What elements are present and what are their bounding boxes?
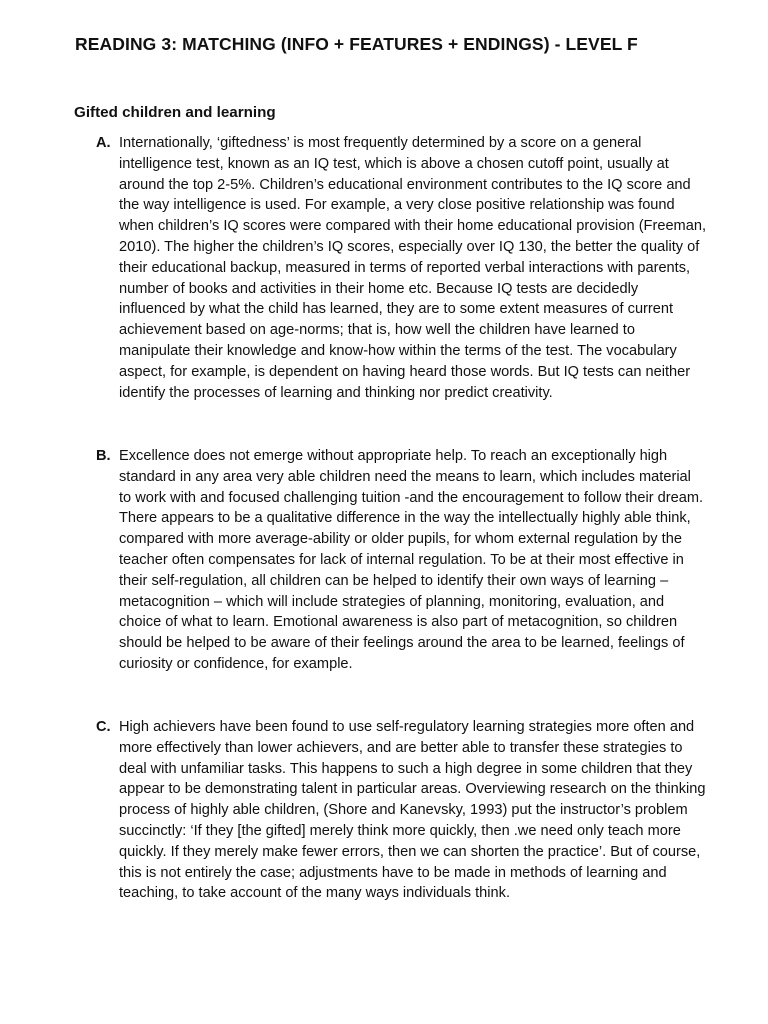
paragraph-c — [96, 717, 706, 904]
section-title: Gifted children and learning — [74, 104, 276, 121]
paragraph-a — [96, 133, 706, 403]
paragraph-text: Excellence does not emerge without appropriate help. To reach an exceptionally high standard in any area very able children need the means to learn, which includes material to work with and focused challenging tuition -and the encouragement to follow their dream. There appears to be a qualitative difference in the way the intellectually highly able think, compared with more average-ability or older pupils, for whom external regulation by the teacher often compensates for lack of internal regulation. To be at their most effective in their self-regulation, all children can be helped to identify their own ways of learning – metacognition – which will include strategies of planning, monitoring, evaluation, and choice of what to learn. Emotional awareness is also part of metacognition, so children should be helped to be aware of their feelings around the area to be learned, feelings of curiosity or confidence, for example. — [119, 448, 704, 672]
paragraph-b — [96, 446, 706, 675]
paragraph-text: High achievers have been found to use self-regulatory learning strategies more often and more effectively than lower achievers, and are better able to transfer these strategies to deal with unfamiliar tasks. This happens to such a high degree in some children that they appear to be demonstrating talent in particular areas. Overviewing research on the thinking process of highly able children, (Shore and Kanevsky, 1993) put the instructor’s problem succinctly: ‘If they [the gifted] merely think more quickly, then .we need only teach more quickly. If they merely make fewer errors, then we can shorten the practice’. But of course, this is not entirely the case; adjustments have to be made in methods of learning and teaching, to take account of the many ways individuals think. — [119, 719, 706, 902]
paragraph-text: Internationally, ‘giftedness’ is most frequently determined by a score on a general intelligence test, known as an IQ test, which is above a chosen cutoff point, usually at around the top 2-5%. Children’s educational environment contributes to the IQ score and the way intelligence is used. For example, a very close positive relationship was found when children’s IQ scores were compared with their home educational provision (Freeman, 2010). The higher the children’s IQ scores, especially over IQ 130, the better the quality of their educational backup, measured in terms of reported verbal interactions with parents, number of books and activities in their home etc. Because IQ tests are decidedly influenced by what the child has learned, they are to some extent measures of current achievement based on age-norms; that is, how well the children have learned to manipulate their knowledge and know-how within the terms of the test. The vocabulary aspect, for example, is dependent on having heard those words. But IQ tests can neither identify the processes of learning and thinking nor predict creativity. — [119, 135, 706, 401]
paragraph-letter: B. — [96, 448, 111, 464]
paragraph-letter: C. — [96, 719, 111, 735]
paragraph-letter: A. — [96, 135, 111, 151]
document-title: READING 3: MATCHING (INFO + FEATURES + ENDINGS) - LEVEL F — [75, 34, 638, 54]
